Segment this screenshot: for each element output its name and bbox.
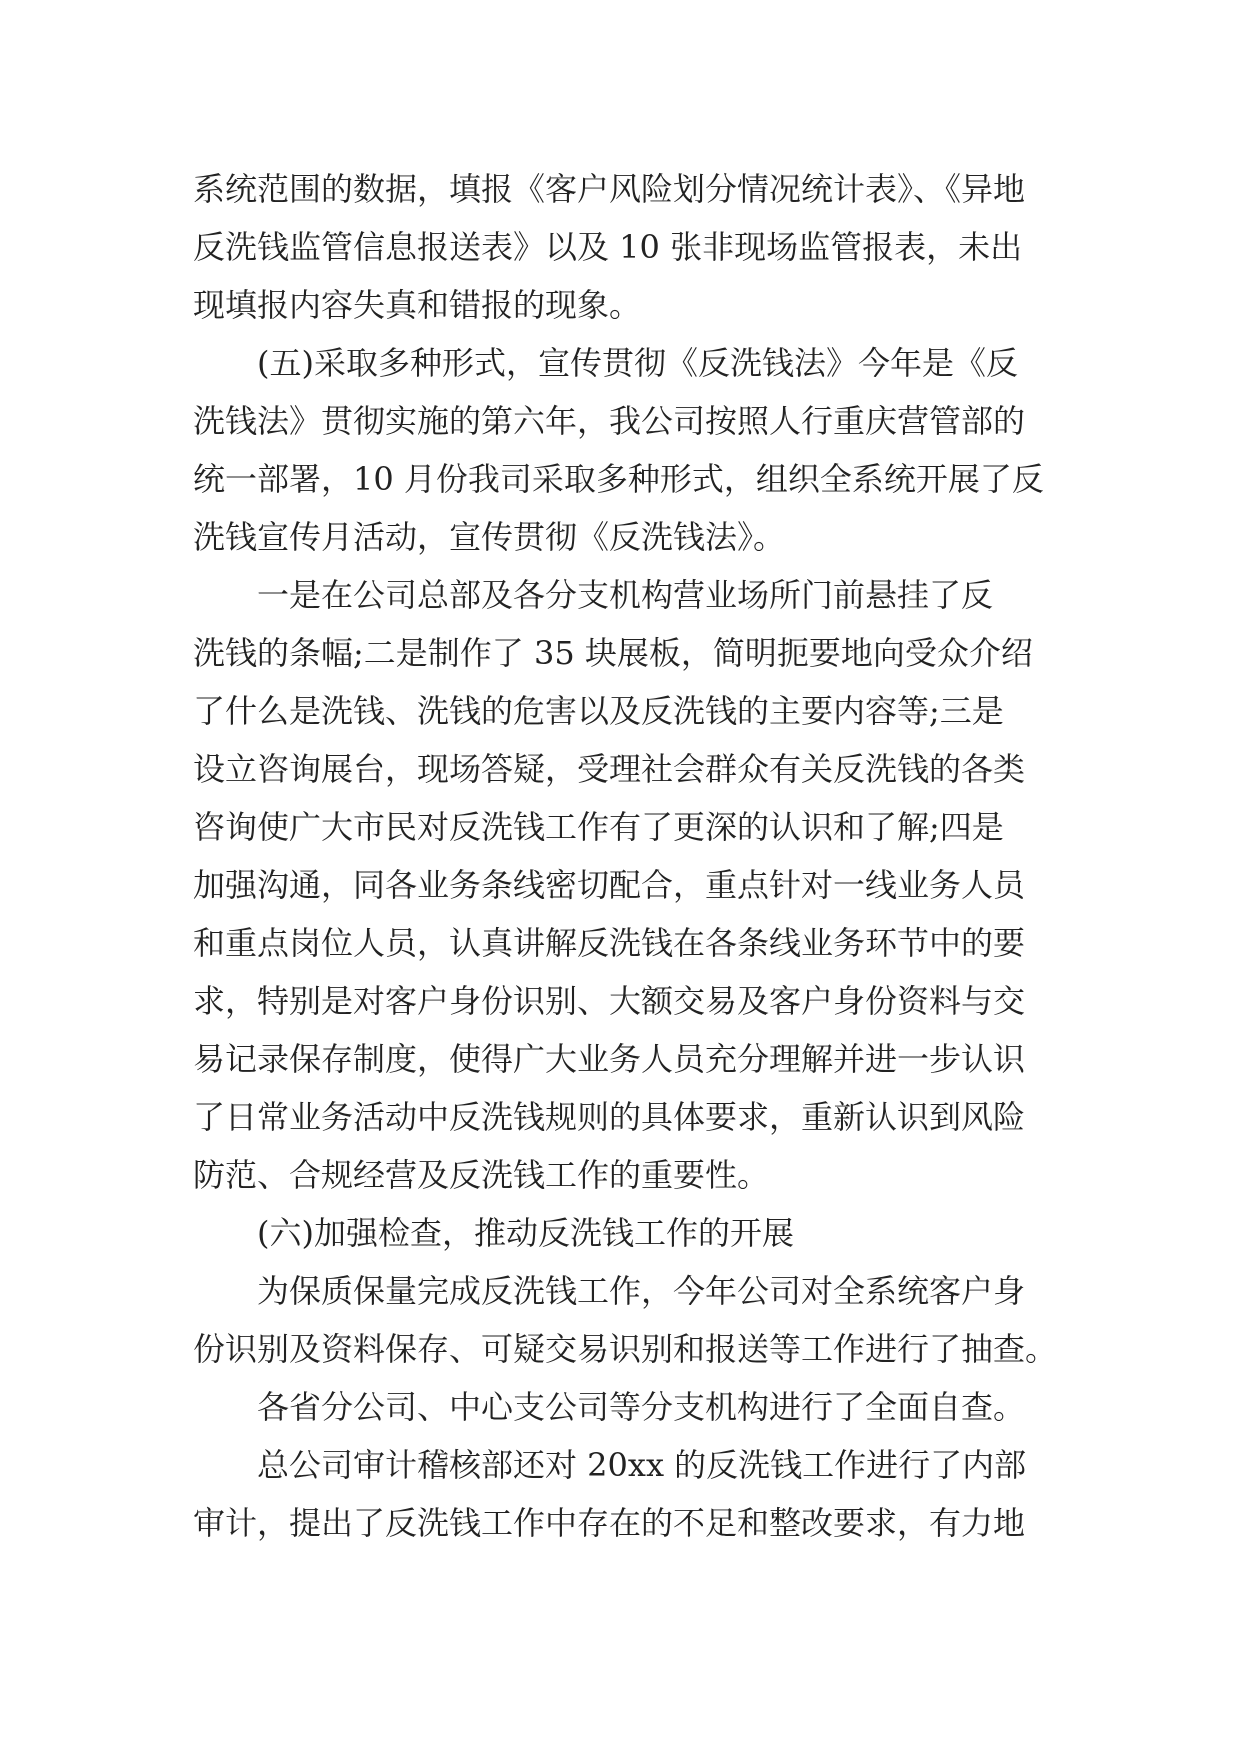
paragraph-start: 各省分公司、中心支公司等分支机构进行了全面自查。	[257, 1388, 1026, 1426]
paragraph-start: 一是在公司总部及各分支机构营业场所门前悬挂了反	[257, 576, 994, 614]
section-heading: (六)加强检查，推动反洗钱工作的开展	[257, 1214, 794, 1252]
paragraph-start: 为保质保量完成反洗钱工作，今年公司对全系统客户身	[257, 1272, 1026, 1310]
text-line: 易记录保存制度，使得广大业务人员充分理解并进一步认识	[193, 1040, 1026, 1078]
text-line: 了日常业务活动中反洗钱规则的具体要求，重新认识到风险	[193, 1098, 1026, 1136]
text-line: 反洗钱监管信息报送表》以及 10 张非现场监管报表，未出	[193, 228, 1023, 266]
text-line: 防范、合规经营及反洗钱工作的重要性。	[193, 1156, 770, 1194]
document-body	[193, 160, 1058, 1552]
text-line: 系统范围的数据，填报《客户风险划分情况统计表》、《异地	[193, 170, 1026, 208]
text-line: 设立咨询展台，现场答疑，受理社会群众有关反洗钱的各类	[193, 750, 1026, 788]
text-line: 了什么是洗钱、洗钱的危害以及反洗钱的主要内容等;三是	[193, 692, 1004, 730]
text-line: 咨询使广大市民对反洗钱工作有了更深的认识和了解;四是	[193, 808, 1004, 846]
text-line: 和重点岗位人员，认真讲解反洗钱在各条线业务环节中的要	[193, 924, 1026, 962]
paragraph-start: 总公司审计稽核部还对 20xx 的反洗钱工作进行了内部	[257, 1446, 1027, 1484]
text-line: 统一部署，10 月份我司采取多种形式，组织全系统开展了反	[193, 460, 1044, 498]
text-line: 现填报内容失真和错报的现象。	[193, 286, 642, 324]
text-line: 洗钱宣传月活动，宣传贯彻《反洗钱法》。	[193, 518, 786, 556]
text-line: 份识别及资料保存、可疑交易识别和报送等工作进行了抽查。	[193, 1330, 1058, 1368]
section-heading: (五)采取多种形式，宣传贯彻《反洗钱法》今年是《反	[257, 344, 1018, 382]
text-line: 加强沟通，同各业务条线密切配合，重点针对一线业务人员	[193, 866, 1026, 904]
text-line: 洗钱法》贯彻实施的第六年，我公司按照人行重庆营管部的	[193, 402, 1026, 440]
text-line: 求，特别是对客户身份识别、大额交易及客户身份资料与交	[193, 982, 1026, 1020]
text-line: 洗钱的条幅;二是制作了 35 块展板，简明扼要地向受众介绍	[193, 634, 1033, 672]
text-line: 审计，提出了反洗钱工作中存在的不足和整改要求，有力地	[193, 1504, 1026, 1542]
